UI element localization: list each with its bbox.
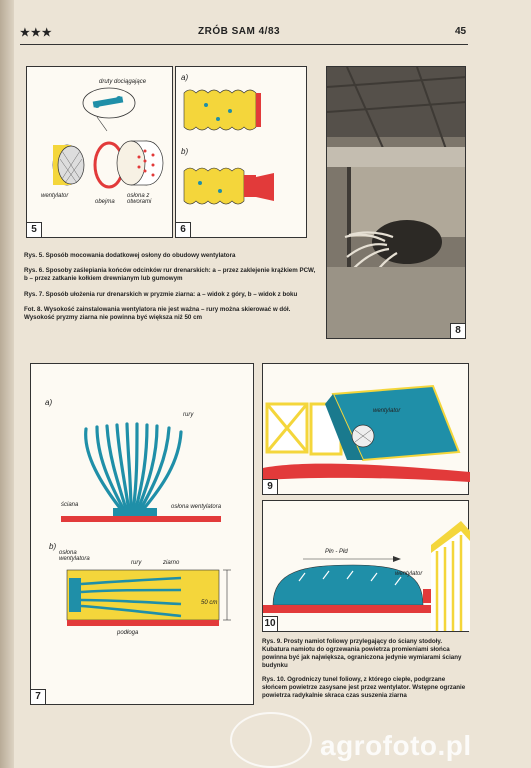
- figure-10-number: 10: [263, 616, 278, 631]
- figure-7-drawing: [31, 364, 255, 706]
- figure-7-number: 7: [31, 689, 46, 704]
- figure-8-number: 8: [450, 323, 465, 338]
- figure-9: [262, 363, 469, 495]
- figure-6-sub-b: b): [181, 147, 189, 156]
- label-fan-cover-b: osłona wentylatora: [59, 550, 90, 562]
- magazine-title: ZRÓB SAM 4/83: [198, 26, 281, 37]
- watermark-logo: [230, 712, 312, 768]
- figure-7-sub-a: a): [45, 398, 53, 407]
- caption-10: Rys. 10. Ogrodniczy tunel foliowy, z którego ciepłe, podgrzane słońcem powietrze zasysane jest przez wentylator. Wstępne ogrzanie powietrza radykalnie skraca czas suszenia ziarna: [262, 676, 466, 699]
- figure-9-number: 9: [263, 479, 278, 494]
- label-floor: podłoga: [117, 630, 139, 636]
- figure-6-drawing: [176, 67, 308, 239]
- page-spine: [0, 0, 14, 768]
- figure-7: [30, 363, 254, 705]
- caption-6: Rys. 6. Sposoby zaślepiania końców odcinków rur drenarskich: a – przez zaklejenie krążkiem PCW, b – przez zatkanie kołkiem drewnianym lub gumowym: [24, 267, 316, 282]
- label-wall: ściana: [61, 502, 79, 508]
- figure-6-number: 6: [176, 222, 191, 237]
- label-wire: druty dociągające: [99, 79, 147, 85]
- figure-5-drawing: [27, 67, 174, 239]
- caption-5: Rys. 5. Sposób mocowania dodatkowej osłony do obudowy wentylatora: [24, 252, 236, 259]
- figure-5: [26, 66, 173, 238]
- figure-10: [262, 500, 469, 632]
- label-fan-9: wentylator: [373, 408, 401, 414]
- figure-7-sub-b: b): [49, 542, 57, 551]
- caption-8: Fot. 8. Wysokość zainstalowania wentylatora nie jest ważna – rury można skierować w dół. Wysokość pryzmy ziarna nie powinna być większa niż 50 cm: [24, 306, 291, 321]
- figure-10-drawing: [263, 501, 470, 633]
- label-clamp: obejma: [95, 199, 115, 205]
- caption-7: Rys. 7. Sposób ułożenia rur drenarskich w pryzmie ziarna: a – widok z góry, b – widok z boku: [24, 291, 298, 298]
- figure-9-drawing: [263, 364, 470, 496]
- figure-6-sub-a: a): [181, 73, 189, 82]
- label-pipes-b: rury: [131, 560, 142, 566]
- label-fan-10: wentylator: [395, 571, 423, 577]
- caption-9: Rys. 9. Prosty namiot foliowy przylegający do ściany stodoły. Kubatura namiotu do ogrzewania powietrza promieniami słońca powinna być jak największa, ograniczona jedynie wymiarami ściany budynku: [262, 638, 462, 669]
- figure-8-photo: [326, 66, 466, 339]
- figure-6: [175, 66, 307, 238]
- watermark-text: agrofoto.pl: [320, 730, 472, 761]
- header-stars: ★★★: [20, 27, 53, 39]
- label-fan: wentylator: [41, 193, 69, 199]
- figure-5-number: 5: [27, 222, 42, 237]
- label-height: 50 cm: [201, 600, 218, 606]
- label-pipes: rury: [183, 412, 194, 418]
- label-grain: ziarno: [163, 560, 180, 566]
- figure-8-drawing: [327, 67, 466, 339]
- label-direction: Płn - Płd: [325, 549, 348, 555]
- label-cover: osłona z otworami: [127, 193, 152, 205]
- page-number: 45: [455, 26, 467, 37]
- label-fan-cover: osłona wentylatora: [171, 504, 222, 510]
- header-rule: [20, 44, 468, 45]
